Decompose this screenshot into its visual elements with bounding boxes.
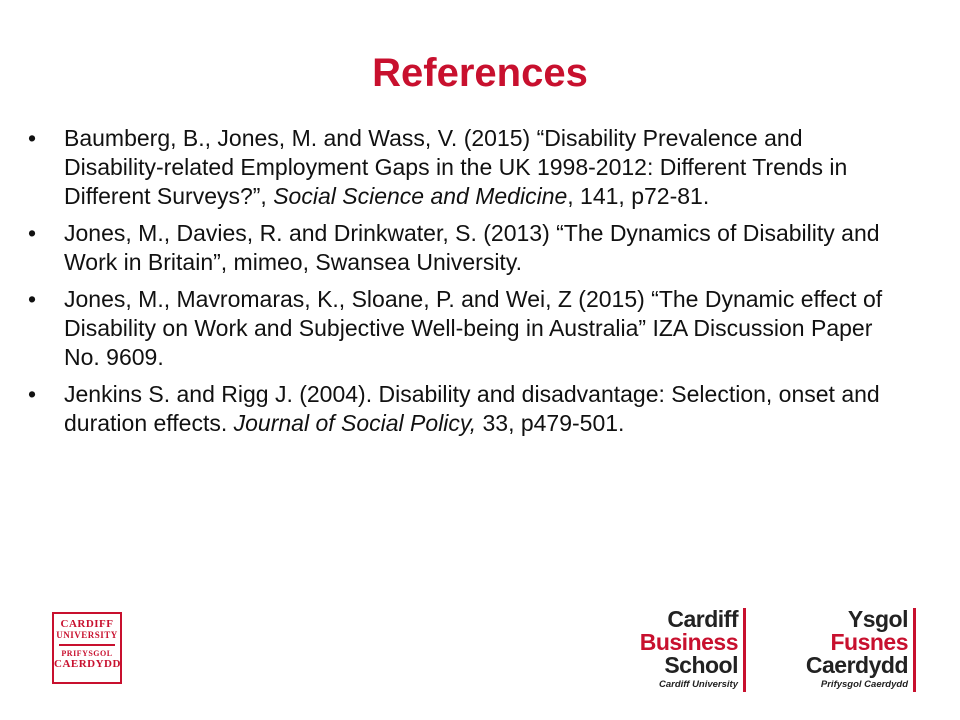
- reference-text: Jenkins S. and Rigg J. (2004). Disability and disadvantage: Selection, onset and duration effects.: [64, 381, 880, 436]
- logo-text: Business: [639, 629, 738, 655]
- cardiff-university-logo: [52, 612, 122, 684]
- journal-title: Social Science and Medicine: [273, 183, 568, 209]
- slide-title: References: [372, 51, 588, 95]
- logo-text: Caerdydd: [805, 652, 908, 678]
- logo-wordmark: [640, 608, 738, 691]
- reference-item: [28, 285, 908, 372]
- logo-accent-bar: [913, 608, 916, 692]
- logo-text: PRIFYSGOL: [61, 648, 113, 658]
- logo-subtext: Prifysgol Caerdydd: [820, 679, 908, 690]
- reference-list: [28, 124, 908, 446]
- reference-item: [28, 380, 908, 438]
- logo-text: School: [664, 652, 738, 678]
- logo-text: Cardiff: [667, 606, 738, 632]
- bullet-icon: •: [28, 381, 37, 407]
- logo-text: CAERDYDD: [54, 657, 121, 670]
- journal-title: Journal of Social Policy,: [233, 410, 477, 436]
- logo-divider: [59, 644, 115, 646]
- logo-wordmark: [806, 608, 908, 691]
- reference-text: Baumberg, B., Jones, M. and Wass, V. (2015) “Disability Prevalence and Disability-related Employment Gaps in the UK 1998-2012: Different Trends in Different Surveys?”,: [64, 125, 848, 209]
- reference-text: Jones, M., Davies, R. and Drinkwater, S. (2013) “The Dynamics of Disability and Work in Britain”, mimeo, Swansea University.: [64, 220, 880, 275]
- reference-text: Jones, M., Mavromaras, K., Sloane, P. and Wei, Z (2015) “The Dynamic effect of Disability on Work and Subjective Well-being in Australia” IZA Discussion Paper No. 9609.: [64, 286, 883, 370]
- reference-tail: 33, p479-501.: [476, 410, 625, 436]
- reference-item: [28, 124, 908, 211]
- ysgol-fusnes-logo: [786, 608, 916, 692]
- logo-text: Ysgol: [847, 606, 908, 632]
- logo-subtext: Cardiff University: [658, 679, 738, 690]
- logo-text: Fusnes: [830, 629, 908, 655]
- logo-accent-bar: [743, 608, 746, 692]
- logo-text: CARDIFF: [60, 618, 114, 630]
- bullet-icon: •: [28, 286, 37, 312]
- logo-text: UNIVERSITY: [56, 630, 118, 640]
- reference-tail: , 141, p72-81.: [567, 183, 710, 209]
- bullet-icon: •: [28, 125, 37, 151]
- bullet-icon: •: [28, 220, 37, 246]
- reference-item: [28, 219, 908, 277]
- cardiff-business-school-logo: [620, 608, 746, 692]
